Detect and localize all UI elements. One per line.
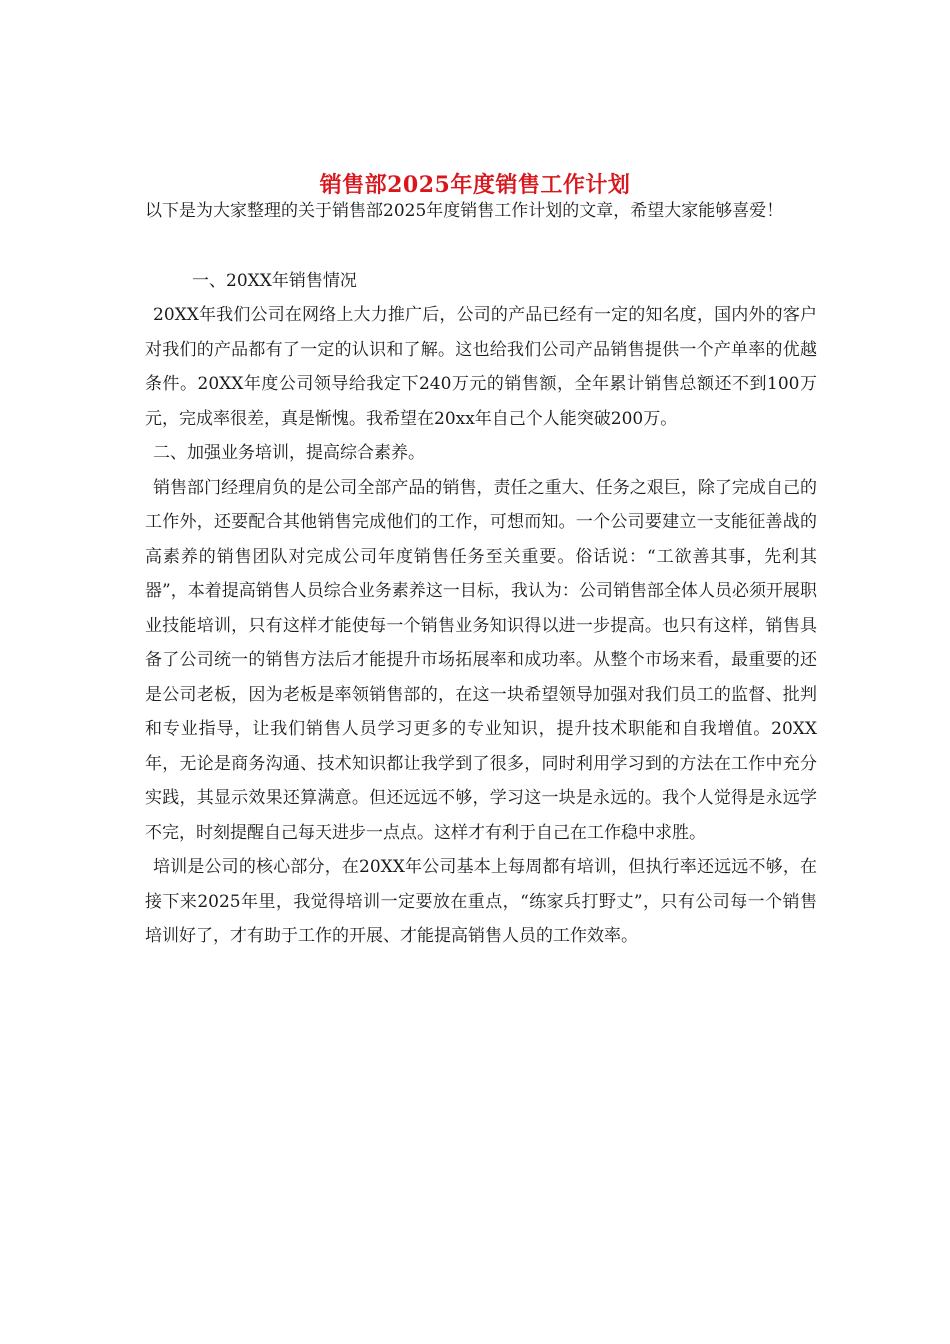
intro-paragraph: 以下是为大家整理的关于销售部2025年度销售工作计划的文章，希望大家能够喜爱！: [145, 201, 784, 221]
section2-heading: 二、加强业务培训，提高综合素养。: [153, 443, 425, 463]
blank-line: [145, 229, 817, 264]
document-body: [145, 194, 817, 954]
section1-paragraph: 20XX年我们公司在网络上大力推广后，公司的产品已经有一定的知名度，国内外的客户对我们的产品都有了一定的认识和了解。这也给我们公司产品销售提供一个产单率的优越条件。20XX年度公司领导给我定下240万元的销售额，全年累计销售总额还不到100万元，完成率很差，真是惭愧。我希望在20xx年自己个人能突破200万。: [145, 305, 817, 429]
section2-paragraph-2: 培训是公司的核心部分，在20XX年公司基本上每周都有培训，但执行率还远远不够，在接下来2025年里，我觉得培训一定要放在重点，“练家兵打野丈”，只有公司每一个销售培训好了，才有助于工作的开展、才能提高销售人员的工作效率。: [145, 857, 817, 946]
section1-heading: 一、20XX年销售情况: [192, 270, 357, 291]
document-title: 销售部2025年度销售工作计划: [319, 171, 631, 198]
section2-paragraph-1: 销售部门经理肩负的是公司全部产品的销售，责任之重大、任务之艰巨，除了完成自己的工作外，还要配合其他销售完成他们的工作，可想而知。一个公司要建立一支能征善战的高素养的销售团队对完成公司年度销售任务至关重要。俗话说：“工欲善其事，先利其器”，本着提高销售人员综合业务素养这一目标，我认为：公司销售部全体人员必须开展职业技能培训，只有这样才能使每一个销售业务知识得以进一步提高。也只有这样，销售具备了公司统一的销售方法后才能提升市场拓展率和成功率。从整个市场来看，最重要的还是公司老板，因为老板是率领销售部的，在这一块希望领导加强对我们员工的监督、批判和专业指导，让我们销售人员学习更多的专业知识，提升技术职能和自我增值。20XX年，无论是商务沟通、技术知识都让我学到了很多，同时利用学习到的方法在工作中充分实践，其显示效果还算满意。但还远远不够，学习这一块是永远的。我个人觉得是永远学不完，时刻提醒自己每天进步一点点。这样才有利于自己在工作稳中求胜。: [145, 477, 817, 843]
